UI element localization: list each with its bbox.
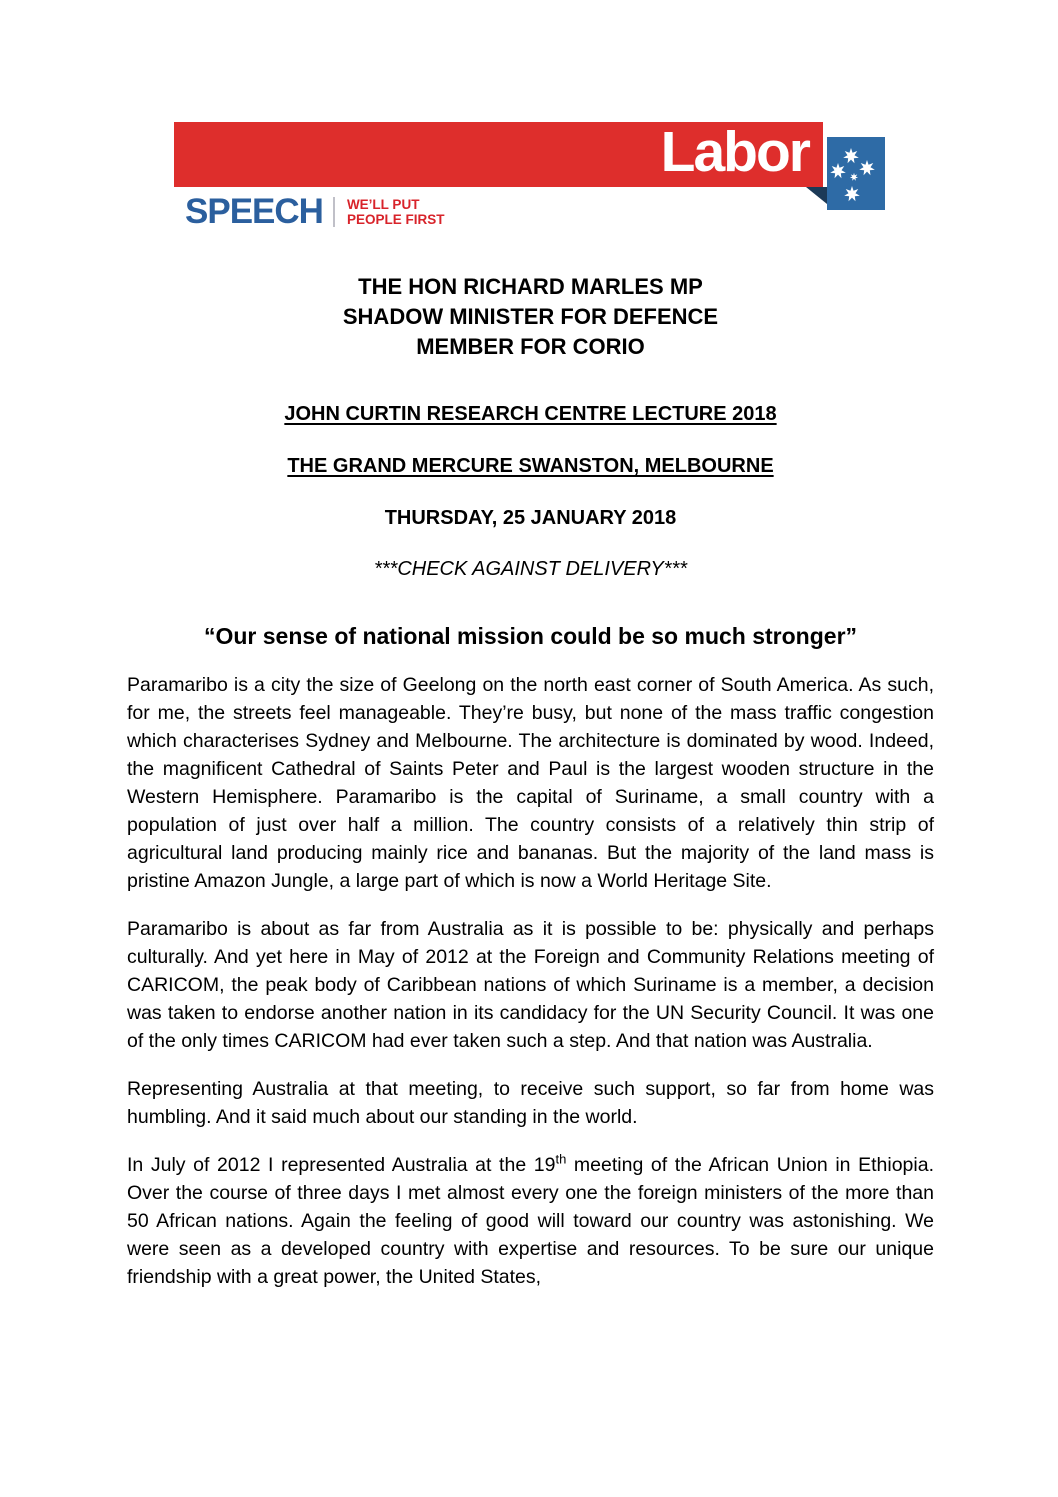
speaker-electorate: MEMBER FOR CORIO [416,334,645,359]
speech-paragraph-3: Representing Australia at that meeting, to receive such support, so far from home was humbling. And it said much about our standing in the world. [127,1078,934,1128]
tagline-line1: WE’LL PUT [346,197,420,212]
speech-logo-text: SPEECH [185,192,323,231]
event-venue-heading: THE GRAND MERCURE SWANSTON, MELBOURNE [287,455,774,477]
document-content [127,0,934,1291]
paragraph-4-text-after: meeting of the African Union in Ethiopia. Over the course of three days I met almost every one the foreign ministers of the more than 50 African nations. Again the feeling of good will toward our country was astonishing. We were seen as a developed country with expertise and resources. To be sure our unique friendship with a great power, the United States, [127,1154,934,1288]
event-date-heading: THURSDAY, 25 JANUARY 2018 [384,507,677,529]
tagline-line2: PEOPLE FIRST [346,212,445,227]
ordinal-superscript: th [555,1151,567,1167]
speech-paragraph-1: Paramaribo is a city the size of Geelong on the north east corner of South America. As such, for me, the streets feel manageable. They’re busy, but none of the mass traffic congestion which characterises Sydney and Melbourne. The architecture is dominated by wood. Indeed, the magnificent Cathedral of Saints Peter and Paul is the largest wooden structure in the Western Hemisphere. Paramaribo is the capital of Suriname, a small country with a population of just over half a million. The country consists of a relatively thin strip of agricultural land producing mainly rice and bananas. But the majority of the land mass is pristine Amazon Jungle, a large part of which is now a World Heritage Site. [127,674,934,892]
event-lecture-heading: JOHN CURTIN RESEARCH CENTRE LECTURE 2018 [284,403,777,425]
speaker-title-block [127,272,934,362]
speech-quote-heading: “Our sense of national mission could be so much stronger” [203,623,858,649]
speaker-name: THE HON RICHARD MARLES MP [358,274,703,299]
check-against-delivery-note: ***CHECK AGAINST DELIVERY*** [373,558,688,580]
speaker-role: SHADOW MINISTER FOR DEFENCE [342,304,719,329]
speech-paragraph-2: Paramaribo is about as far from Australia as it is possible to be: physically and perhaps culturally. And yet here in May of 2012 at the Foreign and Community Relations meeting of CARICOM, the peak body of Caribbean nations of which Suriname is a member, a decision was taken to endorse another nation in its candidacy for the UN Security Council. It was one of the only times CARICOM had ever taken such a step. And that nation was Australia. [127,918,934,1052]
speech-paragraph-4 [127,1151,934,1291]
labor-logo-text: Labor [660,120,809,184]
paragraph-4-text-before: In July of 2012 I represented Australia at the 19 [127,1154,556,1176]
